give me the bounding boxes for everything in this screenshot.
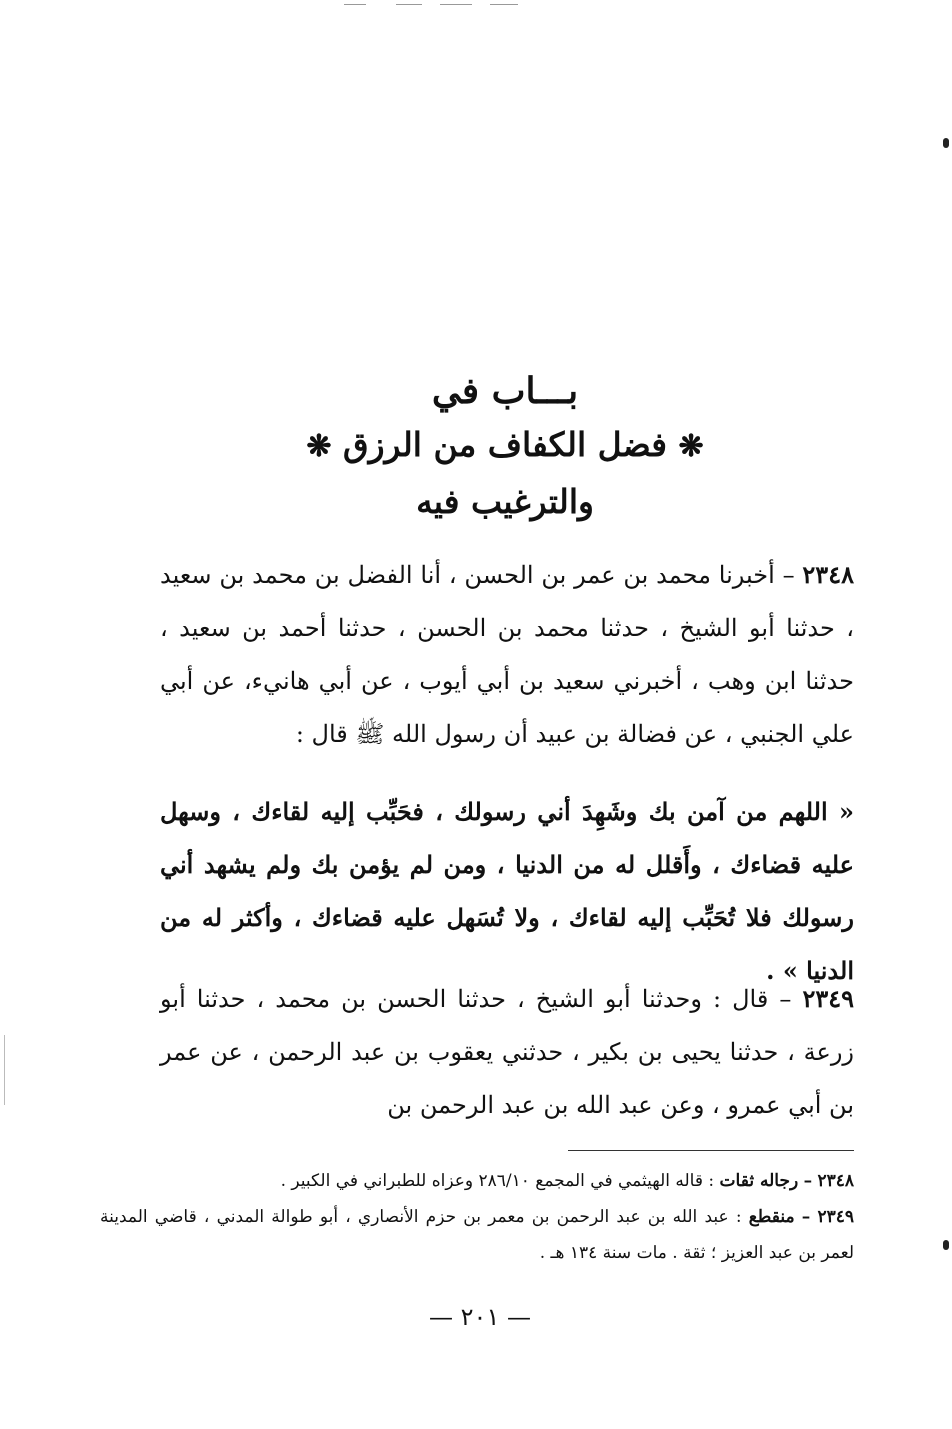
page-number: — ٢٠١ — — [429, 1303, 531, 1331]
header-rule-marks — [344, 4, 520, 10]
ornament-star-icon: ❋ — [306, 429, 332, 464]
footnote-number: ٢٣٤٨ — [817, 1171, 854, 1191]
isnad-text: قال : وحدثنا أبو الشيخ ، حدثنا الحسن بن محمد ، حدثنا أبو زرعة ، حدثنا يحيى بن بكير ، حدثني يعقوب بن عبد الرحمن ، عن عمر بن أبي عمرو ، وعن عبد الله بن عبد الرحمن بن — [160, 985, 854, 1119]
footnote-label: منقطع — [748, 1207, 795, 1227]
scan-edge-mark — [943, 138, 949, 148]
footnote-dash: – — [803, 1171, 813, 1191]
footnote-label: رجاله ثقات — [719, 1171, 799, 1191]
hadith-dash: – — [779, 985, 792, 1013]
hadith-number: ٢٣٤٩ — [802, 984, 854, 1013]
ornament-star-icon: ❋ — [678, 429, 704, 464]
chapter-subtitle — [160, 425, 850, 464]
footnote — [100, 1163, 854, 1199]
footnote-text: : عبد الله بن عبد الرحمن بن معمر بن حزم الأنصاري ، أبو طوالة المدني ، قاضي المدينة لعمر بن عبد العزيز ؛ ثقة . مات سنة ١٣٤ هـ . — [100, 1207, 854, 1263]
hadith-number: ٢٣٤٨ — [802, 560, 854, 589]
footnote — [100, 1199, 854, 1271]
scan-margin-line — [4, 1035, 5, 1105]
footnote-separator — [568, 1150, 854, 1151]
footnote-number: ٢٣٤٩ — [817, 1207, 854, 1227]
chapter-subtitle-text: فضل الكفاف من الرزق — [342, 425, 668, 464]
chapter-title: بـــاب في — [431, 370, 579, 412]
hadith-2348-chain — [160, 548, 854, 761]
hadith-2348-text: « اللهم من آمن بك وشَهِدَ أني رسولك ، فحَبِّب إليه لقاءك ، وسهل عليه قضاءك ، وأَقلل له من الدنيا ، ومن لم يؤمن بك ولم يشهد أني رسولك فلا تُحَبِّب إليه لقاءك ، ولا تُسَهل عليه قضاءك ، وأكثر له من الدنيا » . — [160, 797, 854, 985]
footnote-dash: – — [801, 1207, 811, 1227]
hadith-dash: – — [782, 561, 795, 589]
isnad-text: أخبرنا محمد بن عمر بن الحسن ، أنا الفضل بن محمد بن سعيد ، حدثنا أبو الشيخ ، حدثنا محمد بن الحسن ، حدثنا أحمد بن سعيد ، حدثنا ابن وهب ، أخبرني سعيد بن أبي أيوب ، عن أبي هانيء، عن أبي علي الجنبي ، عن فضالة بن عبيد أن رسول الله ﷺ قال : — [160, 561, 854, 748]
hadith-2349-chain — [160, 972, 854, 1132]
chapter-subtitle-line2: والترغيب فيه — [416, 482, 594, 521]
scan-edge-mark — [943, 1240, 949, 1250]
footnote-text: : قاله الهيثمي في المجمع ٢٨٦/١٠ وعزاه للطبراني في الكبير . — [280, 1171, 715, 1191]
